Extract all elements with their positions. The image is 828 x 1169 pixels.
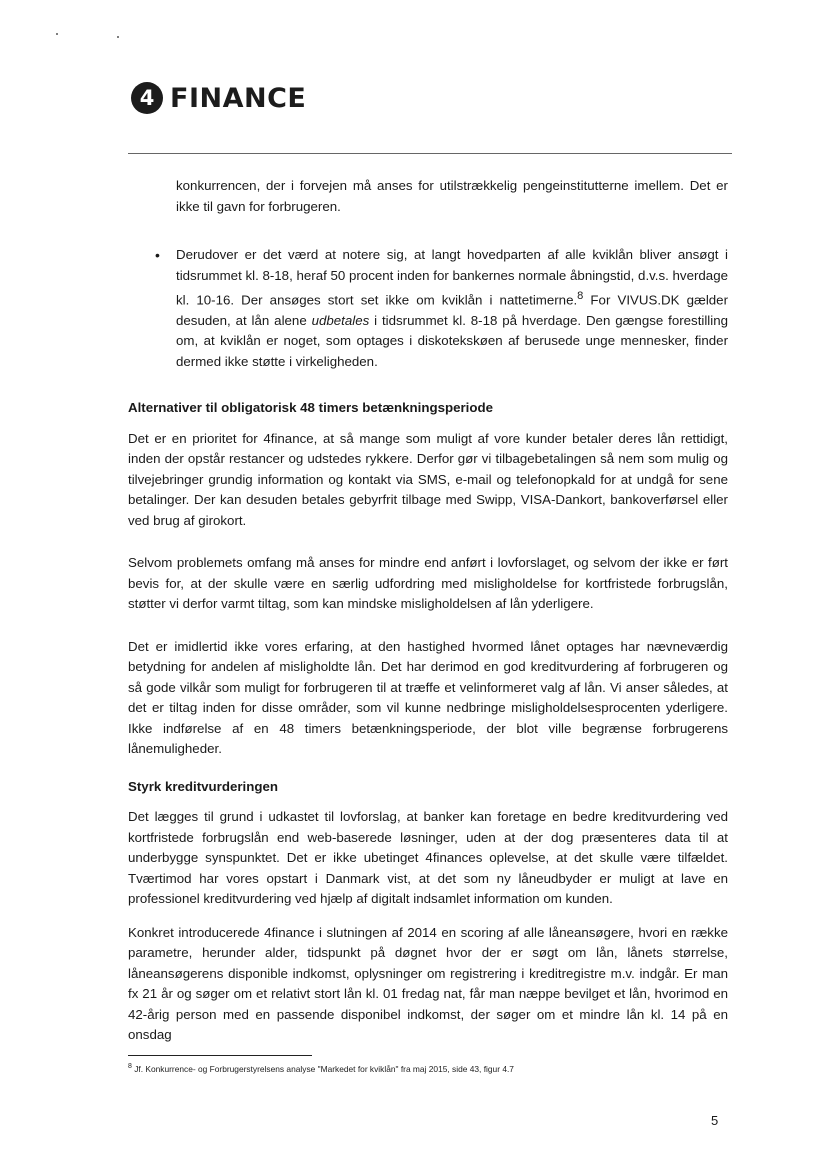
emphasis-text: udbetales bbox=[311, 312, 370, 328]
company-logo bbox=[130, 80, 306, 116]
page-body bbox=[128, 176, 728, 1046]
footnote-text: Jf. Konkurrence- og Forbrugerstyrelsens analyse "Markedet for kviklån" fra maj 2015, side 43, figur 4.7 bbox=[131, 1063, 514, 1074]
footnote-divider bbox=[128, 1055, 312, 1056]
logo-mark-icon bbox=[130, 81, 164, 115]
paragraph: Konkret introducerede 4finance i slutningen af 2014 en scoring af alle låneansøgere, hvori en række parametre, herunder alder, tidspunkt på døgnet hvor der er søgt om lån, lånets størrelse, låneansøgerens disponible indkomst, oplysninger om registrering i kreditregistre m.v. indgår. Er man fx 21 år og søger om et relativt stort lån kl. 01 fredag nat, får man næppe bevilget et lån, hvorimod en 42-årig person med en passende disponibel indkomst, der søger om et mindre lån kl. 14 på en onsdag bbox=[128, 924, 728, 1043]
section-heading: Alternativer til obligatorisk 48 timers betænkningsperiode bbox=[128, 400, 494, 416]
logo-text: FINANCE bbox=[170, 82, 307, 114]
continued-bullet-paragraph: konkurrencen, der i forvejen må anses for utilstrækkelig pengeinstitutterne imellem. Det er ikke til gavn for forbrugeren. bbox=[176, 178, 728, 214]
section-heading: Styrk kreditvurderingen bbox=[128, 778, 279, 794]
paragraph: Det er imidlertid ikke vores erfaring, at den hastighed hvormed lånet optages har nævneværdig betydning for andelen af misligholdte lån. Det har derimod en god kreditvurdering af forbrugeren og så gode vilkår som muligt for forbrugeren til at træffe et velinformeret valg af lån. Vi anser således, at det er tiltag inden for disse områder, som vil kunne nedbringe misligholdelsesprocenten yderligere. Ikke indførelse af en 48 timers betænkningsperiode, der blot ville begrænse forbrugerens lånemuligheder. bbox=[128, 638, 728, 757]
footnote-ref: 8 bbox=[577, 290, 584, 302]
list-item bbox=[128, 245, 728, 372]
logo-number: 4 bbox=[139, 86, 155, 110]
footnote-number: 8 bbox=[128, 1063, 132, 1070]
bullet-text-part: For VIVUS.DK gælder desuden, at lån alene bbox=[176, 292, 728, 328]
paragraph: Det er en prioritet for 4finance, at så mange som muligt af vore kunder betaler deres lån rettidigt, inden der opstår restancer og udstedes rykkere. Derfor gør vi tilbagebetalingen så nem som mulig og tilvejebringer grundig information og kontakt via SMS, e-mail og telefonopkald for at undgå for sene betalinger. Der kan desuden betales gebyrfrit tilbage med Swipp, VISA-Dankort, bankoverførsel eller ved brug af girokort. bbox=[128, 430, 728, 528]
bullet-icon: • bbox=[155, 247, 160, 263]
bullet-text-part: Derudover er det værd at notere sig, at langt hovedparten af alle kviklån bliver ansøgt i tidsrummet kl. 8-18, heraf 50 procent inden for bankernes normale åbningstid, d.v.s. hverdage kl. 10-16. Der ansøges stort set ikke om kviklån i nattetimerne. bbox=[176, 247, 728, 308]
page-number: 5 bbox=[711, 1113, 719, 1128]
paragraph: Selvom problemets omfang må anses for mindre end anført i lovforslaget, og selvom der ikke er ført bevis for, at der skulle være en særlig udfordring med misligholdelse for kortfristede forbrugslån, støtter vi derfor varmt tiltag, som kan mindske misligholdelsen af lån yderligere. bbox=[128, 555, 728, 612]
bullet-text-part: i tidsrummet kl. 8-18 på hverdage. Den gængse forestilling om, at kviklån er noget, som optages i diskotekskøen af berusede unge mennesker, finder dermed ikke støtte i virkeligheden. bbox=[176, 312, 729, 369]
bullet-paragraph bbox=[176, 245, 728, 372]
paragraph: Det lægges til grund i udkastet til lovforslag, at banker kan foretage en bedre kreditvurdering ved kortfristede forbrugslån end web-baserede løsninger, uden at der dog præsenteres data til at underbygge synspunktet. Det er ikke ubetinget 4finances oplevelse, at det skulle være tilfældet. Tværtimod har vores opstart i Danmark vist, at det som ny låneudbyder er muligt at lave en professionel kreditvurdering ved hjælp af digitalt indsamlet information om kunden. bbox=[128, 809, 728, 907]
header-divider bbox=[128, 153, 732, 154]
scan-speck bbox=[117, 36, 119, 38]
scan-speck bbox=[56, 33, 58, 35]
footnote bbox=[128, 1063, 514, 1074]
